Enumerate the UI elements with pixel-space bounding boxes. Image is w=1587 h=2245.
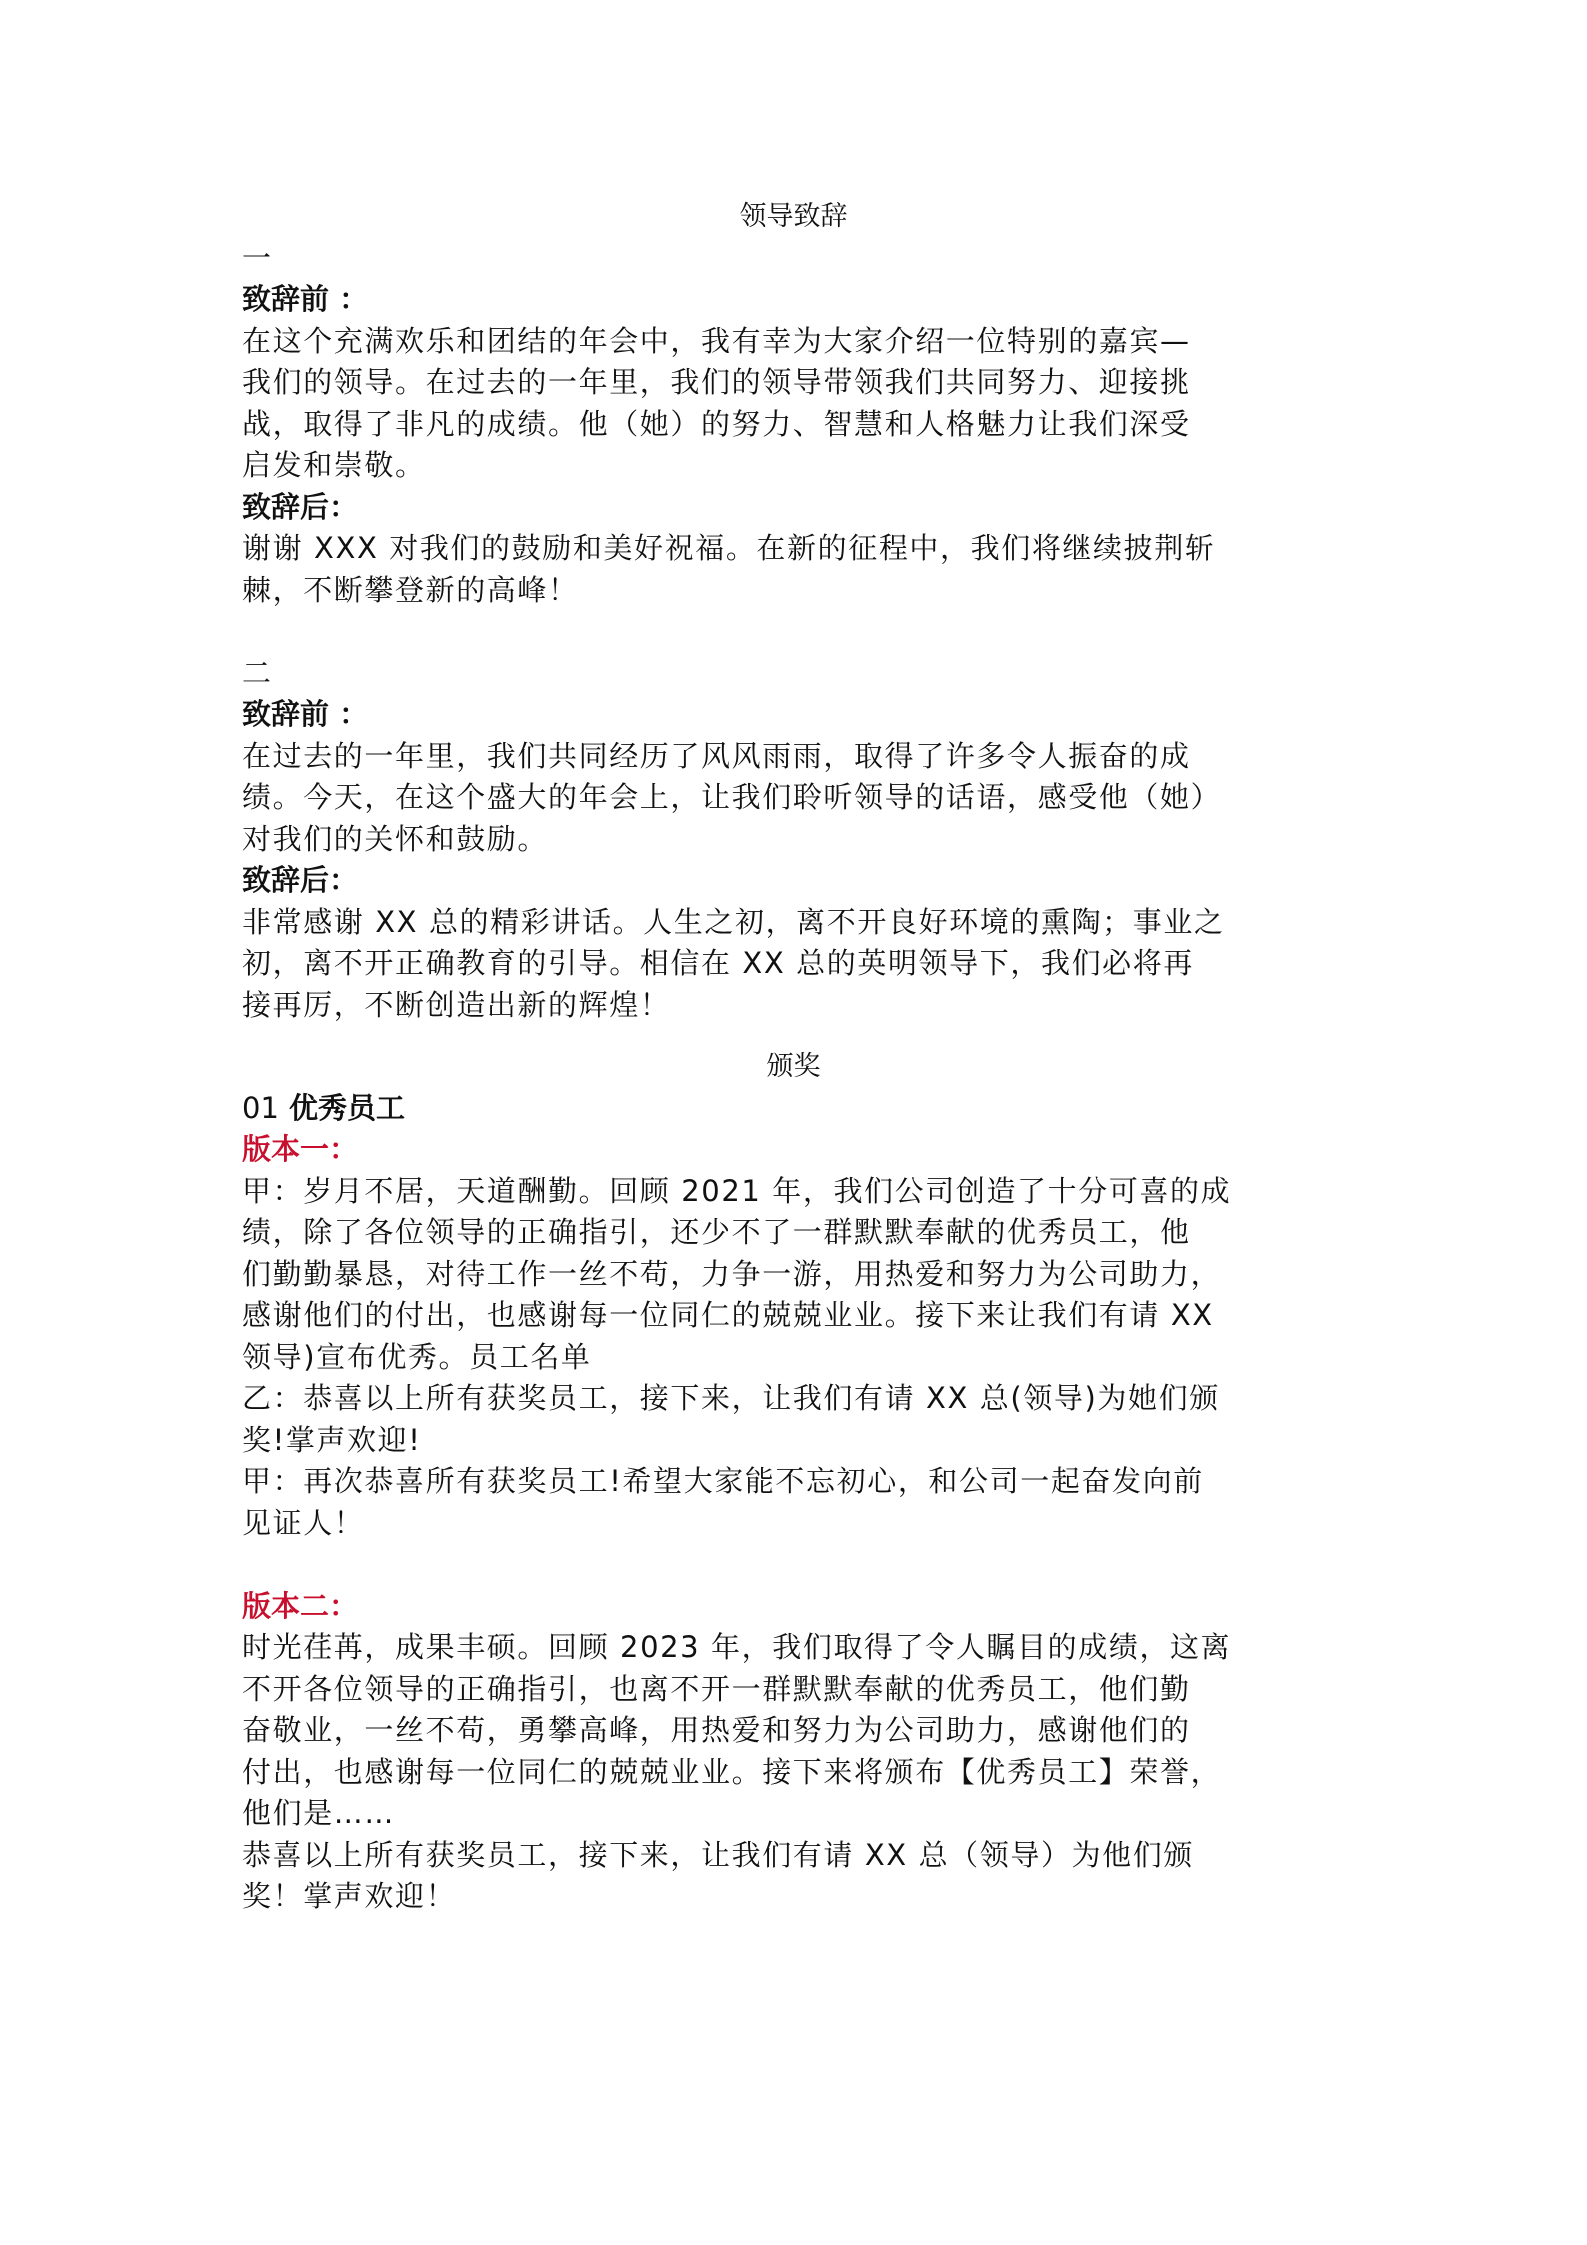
part-two-after-paragraph	[242, 902, 1354, 1027]
version-one-paragraph	[242, 1171, 1354, 1545]
award-title: 颁奖	[766, 1051, 821, 1082]
paragraph-line: 他们是……	[242, 1796, 396, 1830]
spacer	[242, 611, 1354, 653]
part-two-after-heading: 致辞后：	[242, 863, 359, 897]
paragraph-line: 奋敬业，一丝不苟，勇攀高峰，用热爱和努力为公司助力，感谢他们的	[242, 1713, 1191, 1747]
paragraph-line: 付出，也感谢每一位同仁的兢兢业业。接下来将颁布【优秀员工】荣誉，	[242, 1754, 1222, 1789]
spacer	[242, 1026, 1354, 1046]
paragraph-line: 见证人！	[242, 1505, 365, 1540]
paragraph-line: 奖！掌声欢迎！	[242, 1879, 457, 1913]
part-two-label: 二	[242, 655, 272, 690]
paragraph-line: 非常感谢 XX 总的精彩讲话。人生之初，离不开良好环境的熏陶；事业之	[242, 904, 1225, 939]
paragraph-line: 甲：岁月不居，天道酬勤。回顾 2021 年，我们公司创造了十分可喜的成	[242, 1173, 1232, 1208]
document-title: 领导致辞	[739, 201, 848, 232]
paragraph-line: 领导)宣布优秀。员工名单	[242, 1339, 592, 1374]
part-one-label: 一	[242, 240, 272, 275]
paragraph-line: 初，离不开正确教育的引导。相信在 XX 总的英明领导下，我们必将再	[242, 946, 1194, 980]
paragraph-line: 对我们的关怀和鼓励。	[242, 821, 549, 856]
version-one-label: 版本一：	[242, 1132, 359, 1166]
paragraph-line: 们勤勤暴恳，对待工作一丝不苟，力争一游，用热爱和努力为公司助力，	[242, 1256, 1222, 1291]
part-one-after-heading: 致辞后：	[242, 489, 359, 524]
paragraph-line: 绩。今天，在这个盛大的年会上，让我们聆听领导的话语，感受他（她）	[242, 780, 1222, 814]
paragraph-line: 感谢他们的付出，也感谢每一位同仁的兢兢业业。接下来让我们有请 XX	[242, 1298, 1214, 1332]
paragraph-line: 接再厉，不断创造出新的辉煌！	[242, 987, 671, 1022]
part-one-after-paragraph	[242, 528, 1354, 611]
spacer	[242, 1544, 1354, 1586]
award-section-heading	[242, 1088, 1354, 1130]
paragraph-line: 奖!掌声欢迎!	[242, 1422, 422, 1457]
version-two-paragraph	[242, 1627, 1354, 1918]
paragraph-line: 在这个充满欢乐和团结的年会中，我有幸为大家介绍一位特别的嘉宾—	[242, 323, 1191, 358]
version-two-label: 版本二：	[242, 1588, 359, 1623]
part-one-before-heading: 致辞前 ：	[242, 282, 369, 316]
paragraph-line: 甲：再次恭喜所有获奖员工!希望大家能不忘初心，和公司一起奋发向前	[242, 1464, 1204, 1498]
paragraph-line: 谢谢 XXX 对我们的鼓励和美好祝福。在新的征程中，我们将继续披荆斩	[242, 531, 1216, 565]
paragraph-line: 时光荏苒，成果丰硕。回顾 2023 年，我们取得了令人瞩目的成绩，这离	[242, 1630, 1232, 1664]
paragraph-line: 棘，不断攀登新的高峰！	[242, 572, 579, 607]
award-section-number: 01	[242, 1090, 279, 1125]
paragraph-line: 在过去的一年里，我们共同经历了风风雨雨，取得了许多令人振奋的成	[242, 738, 1191, 773]
award-section-name: 优秀员工	[289, 1090, 406, 1125]
document-content	[242, 196, 1354, 1918]
part-two-before-heading: 致辞前 ：	[242, 697, 369, 731]
paragraph-line: 启发和崇敬。	[242, 448, 426, 482]
paragraph-line: 绩，除了各位领导的正确指引，还少不了一群默默奉献的优秀员工，他	[242, 1215, 1191, 1249]
part-one-before-paragraph	[242, 321, 1354, 487]
part-two-before-paragraph	[242, 736, 1354, 861]
paragraph-line: 恭喜以上所有获奖员工，接下来，让我们有请 XX 总（领导）为他们颁	[242, 1837, 1194, 1872]
paragraph-line: 乙：恭喜以上所有获奖员工，接下来，让我们有请 XX 总(领导)为她们颁	[242, 1381, 1220, 1415]
paragraph-line: 我们的领导。在过去的一年里，我们的领导带领我们共同努力、迎接挑	[242, 365, 1191, 399]
paragraph-line: 战，取得了非凡的成绩。他（她）的努力、智慧和人格魅力让我们深受	[242, 406, 1191, 441]
paragraph-line: 不开各位领导的正确指引，也离不开一群默默奉献的优秀员工，他们勤	[242, 1671, 1191, 1706]
